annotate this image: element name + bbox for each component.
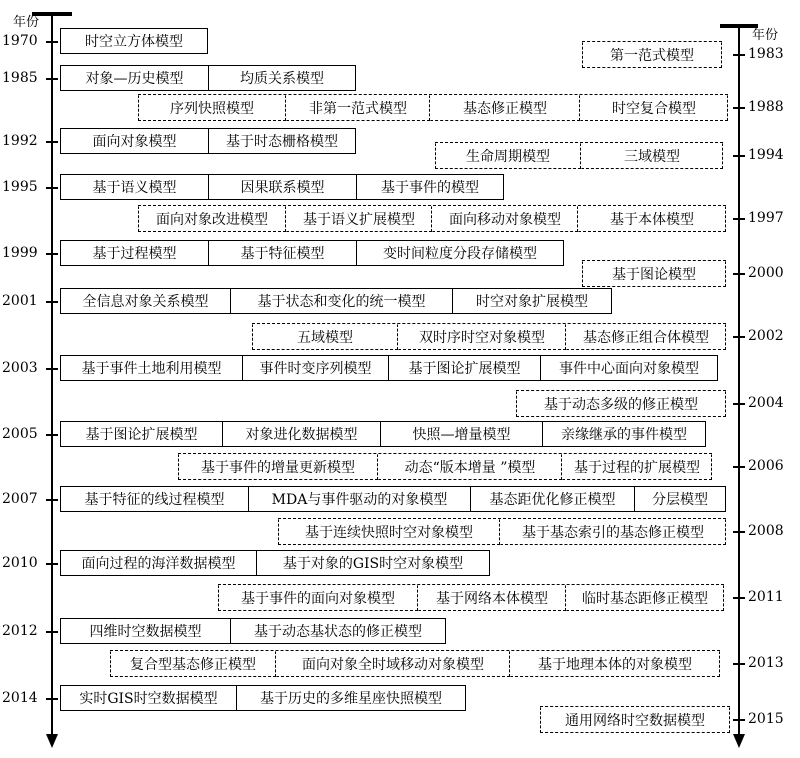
timeline-row-2003 xyxy=(60,355,718,381)
year-label-2000: 2000 xyxy=(748,265,784,281)
timeline-row-2006 xyxy=(178,453,712,480)
model-box: 事件中心面向对象模型 xyxy=(540,355,718,381)
model-box: 基态修正模型 xyxy=(430,95,580,121)
model-box: 基于地理本体的对象模型 xyxy=(510,651,720,677)
year-tick xyxy=(46,499,58,501)
year-tick xyxy=(733,336,745,338)
model-box: 实时GIS时空数据模型 xyxy=(60,685,236,711)
model-box: 基于基态索引的基态修正模型 xyxy=(500,519,726,545)
model-box: 动态“版本增量 ”模型 xyxy=(378,454,562,480)
year-tick xyxy=(46,78,58,80)
model-box: 面向对象全时域移动对象模型 xyxy=(276,651,510,677)
year-label-1985: 1985 xyxy=(2,70,38,86)
year-label-1970: 1970 xyxy=(2,33,38,49)
timeline-row-2010 xyxy=(60,550,490,576)
year-label-2008: 2008 xyxy=(748,523,784,539)
model-box: 面向过程的海洋数据模型 xyxy=(60,550,256,576)
right-axis-title: 年份 xyxy=(752,28,779,43)
timeline-row-1992 xyxy=(60,128,356,154)
timeline-row-2012 xyxy=(60,618,446,644)
model-box: 基于动态多级的修正模型 xyxy=(516,391,726,417)
left-axis-arrow-icon xyxy=(46,734,58,748)
model-box: 第一范式模型 xyxy=(582,42,722,68)
model-box: 基于图论扩展模型 xyxy=(60,421,222,447)
year-tick xyxy=(46,301,58,303)
year-tick xyxy=(46,698,58,700)
year-tick xyxy=(733,218,745,220)
right-axis xyxy=(738,26,740,736)
model-box: 基于状态和变化的统一模型 xyxy=(230,288,452,314)
year-label-2015: 2015 xyxy=(748,711,784,727)
model-box: 基于动态基状态的修正模型 xyxy=(230,618,446,644)
year-tick xyxy=(46,434,58,436)
year-tick xyxy=(733,155,745,157)
year-tick xyxy=(733,597,745,599)
timeline-row-1999 xyxy=(60,240,564,266)
model-box: 时空对象扩展模型 xyxy=(452,288,612,314)
model-box: 亲缘继承的事件模型 xyxy=(542,421,706,447)
timeline-row-1995 xyxy=(60,174,504,200)
model-box: 时空立方体模型 xyxy=(60,28,208,54)
model-box: 生命周期模型 xyxy=(435,143,581,169)
timeline-row-1970 xyxy=(60,28,208,54)
model-box: 基于历史的多维星座快照模型 xyxy=(236,685,466,711)
model-box: 基于过程模型 xyxy=(60,240,208,266)
model-box: 四维时空数据模型 xyxy=(60,618,230,644)
timeline-row-1985 xyxy=(60,65,356,91)
model-box: 基于图论模型 xyxy=(582,261,726,287)
model-box: 分层模型 xyxy=(634,486,726,512)
timeline-row-2002 xyxy=(252,323,726,350)
model-box: 变时间粒度分段存储模型 xyxy=(356,240,564,266)
left-axis xyxy=(51,14,53,736)
model-box: 双时序时空对象模型 xyxy=(398,324,566,350)
model-box: 基态修正组合体模型 xyxy=(566,324,726,350)
timeline-row-2005 xyxy=(60,421,706,447)
right-axis-arrow-icon xyxy=(733,734,745,748)
model-box: 事件时变序列模型 xyxy=(242,355,388,381)
timeline-row-1997 xyxy=(138,205,726,232)
model-box: 面向对象模型 xyxy=(60,128,208,154)
model-box: 基于特征的线过程模型 xyxy=(60,486,248,512)
year-label-2006: 2006 xyxy=(748,458,784,474)
model-box: 三域模型 xyxy=(581,143,723,169)
model-box: 序列快照模型 xyxy=(138,95,286,121)
timeline-row-2004 xyxy=(516,390,726,417)
model-box: 对象—历史模型 xyxy=(60,65,208,91)
year-tick xyxy=(733,273,745,275)
year-tick xyxy=(46,563,58,565)
model-box: 时空复合模型 xyxy=(580,95,728,121)
model-box: 基于网络本体模型 xyxy=(418,585,566,611)
model-box: 均质关系模型 xyxy=(208,65,356,91)
model-box: 面向移动对象模型 xyxy=(432,206,578,232)
model-box: 基于连续快照时空对象模型 xyxy=(278,519,500,545)
year-tick xyxy=(46,631,58,633)
year-tick xyxy=(46,187,58,189)
timeline-row-2000 xyxy=(582,260,726,287)
model-box: 非第一范式模型 xyxy=(286,95,430,121)
model-box: 基于语义扩展模型 xyxy=(286,206,432,232)
model-box: 基于过程的扩展模型 xyxy=(562,454,712,480)
model-box: 对象进化数据模型 xyxy=(222,421,380,447)
model-box: 基于特征模型 xyxy=(208,240,356,266)
timeline-row-2013 xyxy=(110,650,720,677)
year-label-1995: 1995 xyxy=(2,179,38,195)
model-box: 基于对象的GIS时空对象模型 xyxy=(256,550,490,576)
year-tick xyxy=(46,253,58,255)
model-box: 基于时态栅格模型 xyxy=(208,128,356,154)
model-box: 快照—增量模型 xyxy=(380,421,542,447)
year-tick xyxy=(46,141,58,143)
model-box: 五域模型 xyxy=(252,324,398,350)
model-box: 基于事件的模型 xyxy=(356,174,504,200)
year-label-2012: 2012 xyxy=(2,623,38,639)
model-box: 基态距优化修正模型 xyxy=(470,486,634,512)
timeline-row-2001 xyxy=(60,288,612,314)
year-label-1994: 1994 xyxy=(748,147,784,163)
year-label-1999: 1999 xyxy=(2,245,38,261)
year-tick xyxy=(46,41,58,43)
year-tick xyxy=(46,368,58,370)
timeline-row-2008 xyxy=(278,518,726,545)
year-tick xyxy=(733,403,745,405)
year-label-2004: 2004 xyxy=(748,395,784,411)
timeline-row-2007 xyxy=(60,486,726,512)
model-box: 全信息对象关系模型 xyxy=(60,288,230,314)
timeline-row-1988 xyxy=(138,94,728,121)
model-box: MDA与事件驱动的对象模型 xyxy=(248,486,470,512)
year-label-2010: 2010 xyxy=(2,555,38,571)
model-box: 复合型基态修正模型 xyxy=(110,651,276,677)
year-tick xyxy=(733,531,745,533)
year-tick xyxy=(733,54,745,56)
model-box: 基于事件的增量更新模型 xyxy=(178,454,378,480)
timeline-row-1994 xyxy=(435,142,723,169)
model-box: 因果联系模型 xyxy=(208,174,356,200)
year-tick xyxy=(733,466,745,468)
model-box: 面向对象改进模型 xyxy=(138,206,286,232)
timeline-row-2014 xyxy=(60,685,466,711)
year-tick xyxy=(733,719,745,721)
year-tick xyxy=(733,107,745,109)
timeline-row-2011 xyxy=(218,584,724,611)
left-axis-title: 年份 xyxy=(13,15,40,30)
model-box: 基于本体模型 xyxy=(578,206,726,232)
year-label-2011: 2011 xyxy=(748,589,784,605)
year-label-1983: 1983 xyxy=(748,46,784,62)
year-label-1988: 1988 xyxy=(748,99,784,115)
model-box: 临时基态距修正模型 xyxy=(566,585,724,611)
year-label-2005: 2005 xyxy=(2,426,38,442)
year-label-2014: 2014 xyxy=(2,690,38,706)
model-box: 通用网络时空数据模型 xyxy=(540,707,730,733)
year-label-2013: 2013 xyxy=(748,655,784,671)
year-label-2007: 2007 xyxy=(2,491,38,507)
timeline-row-2015 xyxy=(540,706,730,733)
year-label-1997: 1997 xyxy=(748,210,784,226)
year-label-1992: 1992 xyxy=(2,133,38,149)
year-tick xyxy=(733,663,745,665)
year-label-2003: 2003 xyxy=(2,360,38,376)
model-box: 基于图论扩展模型 xyxy=(388,355,540,381)
year-label-2001: 2001 xyxy=(2,293,38,309)
model-box: 基于事件土地利用模型 xyxy=(60,355,242,381)
year-label-2002: 2002 xyxy=(748,328,784,344)
model-box: 基于事件的面向对象模型 xyxy=(218,585,418,611)
model-box: 基于语义模型 xyxy=(60,174,208,200)
timeline-row-1983 xyxy=(582,41,722,68)
